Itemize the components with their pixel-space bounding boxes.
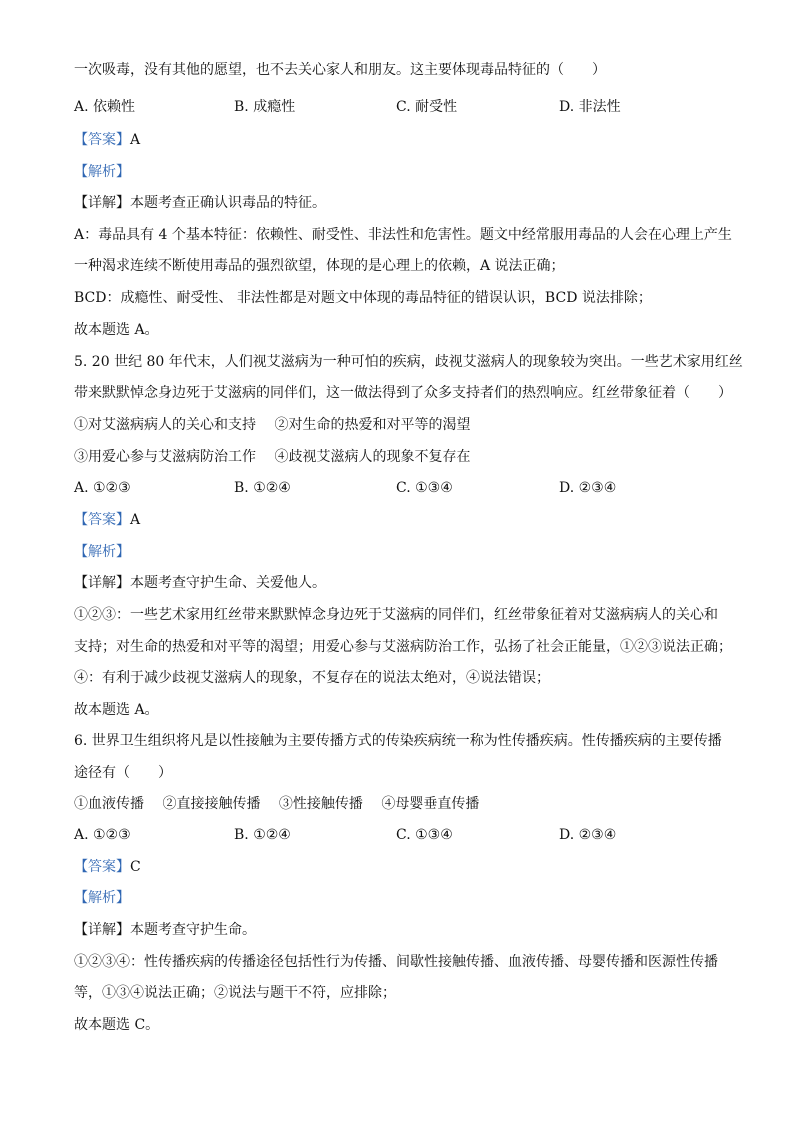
q4-answer [74,130,140,150]
detail-text: 本题考查正确认识毒品的特征。 [130,195,326,211]
answer-value: A [130,512,141,528]
q6-options [74,825,724,845]
q5-option-a: A. ①②③ [74,480,131,496]
q6-option-c: C. ①③④ [396,827,453,843]
q4-option-d: D. 非法性 [559,99,621,115]
q6-statements-line: ①血液传播 ②直接接触传播 ③性接触传播 ④母婴垂直传播 [74,796,480,812]
q4-option-a: A. 依赖性 [74,99,136,115]
detail-tag: 【详解】 [74,922,130,938]
q5-conclusion: 故本题选 A。 [74,702,159,718]
q4-explain-line: BCD：成瘾性、耐受性、 非法性都是对题文中体现的毒品特征的错误认识，BCD 说法排除； [74,290,652,306]
q4-analysis-tag: 【解析】 [74,164,130,180]
q5-options [74,478,724,498]
detail-text: 本题考查守护生命。 [130,922,256,938]
q4-options [74,97,724,117]
q6-stem-line: 6. 世界卫生组织将凡是以性接触为主要传播方式的传染疾病统一称为性传播疾病。性传播疾病的主要传播 [74,733,722,749]
q5-stem-line: 带来默默悼念身边死于艾滋病的同伴们，这一做法得到了众多支持者们的热烈响应。红丝带象征着（ ） [74,385,732,401]
answer-value: A [130,132,141,148]
q5-option-c: C. ①③④ [396,480,453,496]
q4-option-c: C. 耐受性 [396,99,458,115]
q5-analysis-tag: 【解析】 [74,544,130,560]
q6-explain-line: 等，①③④说法正确；②说法与题干不符，应排除； [74,985,396,1001]
q4-explain-line: A：毒品具有 4 个基本特征：依赖性、耐受性、非法性和危害性。题文中经常服用毒品的人会在心理上产生 [74,227,732,243]
answer-value: C [130,859,141,875]
q6-option-d: D. ②③④ [559,827,617,843]
answer-tag: 【答案】 [74,859,130,875]
q6-detail [74,920,256,940]
q6-option-a: A. ①②③ [74,827,131,843]
q6-answer [74,857,141,877]
q5-statements-line: ③用爱心参与艾滋病防治工作 ④歧视艾滋病人的现象不复存在 [74,449,471,465]
q5-explain-line: ①②③：一些艺术家用红丝带来默默悼念身边死于艾滋病的同伴们，红丝带象征着对艾滋病病人的关心和 [74,607,718,623]
q6-stem-line: 途径有（ ） [74,765,172,781]
q5-explain-line: 支持；对生命的热爱和对平等的渴望；用爱心参与艾滋病防治工作，弘扬了社会正能量，①②③说法正确； [74,639,732,655]
detail-text: 本题考查守护生命、关爱他人。 [130,575,326,591]
q5-option-d: D. ②③④ [559,480,617,496]
q5-statements-line: ①对艾滋病病人的关心和支持 ②对生命的热爱和对平等的渴望 [74,417,471,433]
q5-detail [74,573,326,593]
answer-tag: 【答案】 [74,512,130,528]
detail-tag: 【详解】 [74,575,130,591]
q5-answer [74,510,140,530]
q4-stem-tail: 一次吸毒，没有其他的愿望，也不去关心家人和朋友。这主要体现毒品特征的（ ） [74,62,606,78]
q6-option-b: B. ①②④ [234,827,291,843]
q6-explain-line: ①②③④：性传播疾病的传播途径包括性行为传播、间歇性接触传播、血液传播、母婴传播和医源性传播 [74,954,718,970]
q5-explain-line: ④：有利于减少歧视艾滋病人的现象，不复存在的说法太绝对，④说法错误； [74,670,550,686]
q4-option-b: B. 成瘾性 [234,99,296,115]
detail-tag: 【详解】 [74,195,130,211]
q6-analysis-tag: 【解析】 [74,890,130,906]
q5-option-b: B. ①②④ [234,480,291,496]
q6-conclusion: 故本题选 C。 [74,1017,160,1033]
q4-detail [74,193,326,213]
q4-explain-line: 一种渴求连续不断使用毒品的强烈欲望，体现的是心理上的依赖，A 说法正确； [74,258,565,274]
q4-conclusion: 故本题选 A。 [74,322,159,338]
answer-tag: 【答案】 [74,132,130,148]
q5-stem-line: 5. 20 世纪 80 年代末，人们视艾滋病为一种可怕的疾病，歧视艾滋病人的现象较为突出。一些艺术家用红丝 [74,354,743,370]
